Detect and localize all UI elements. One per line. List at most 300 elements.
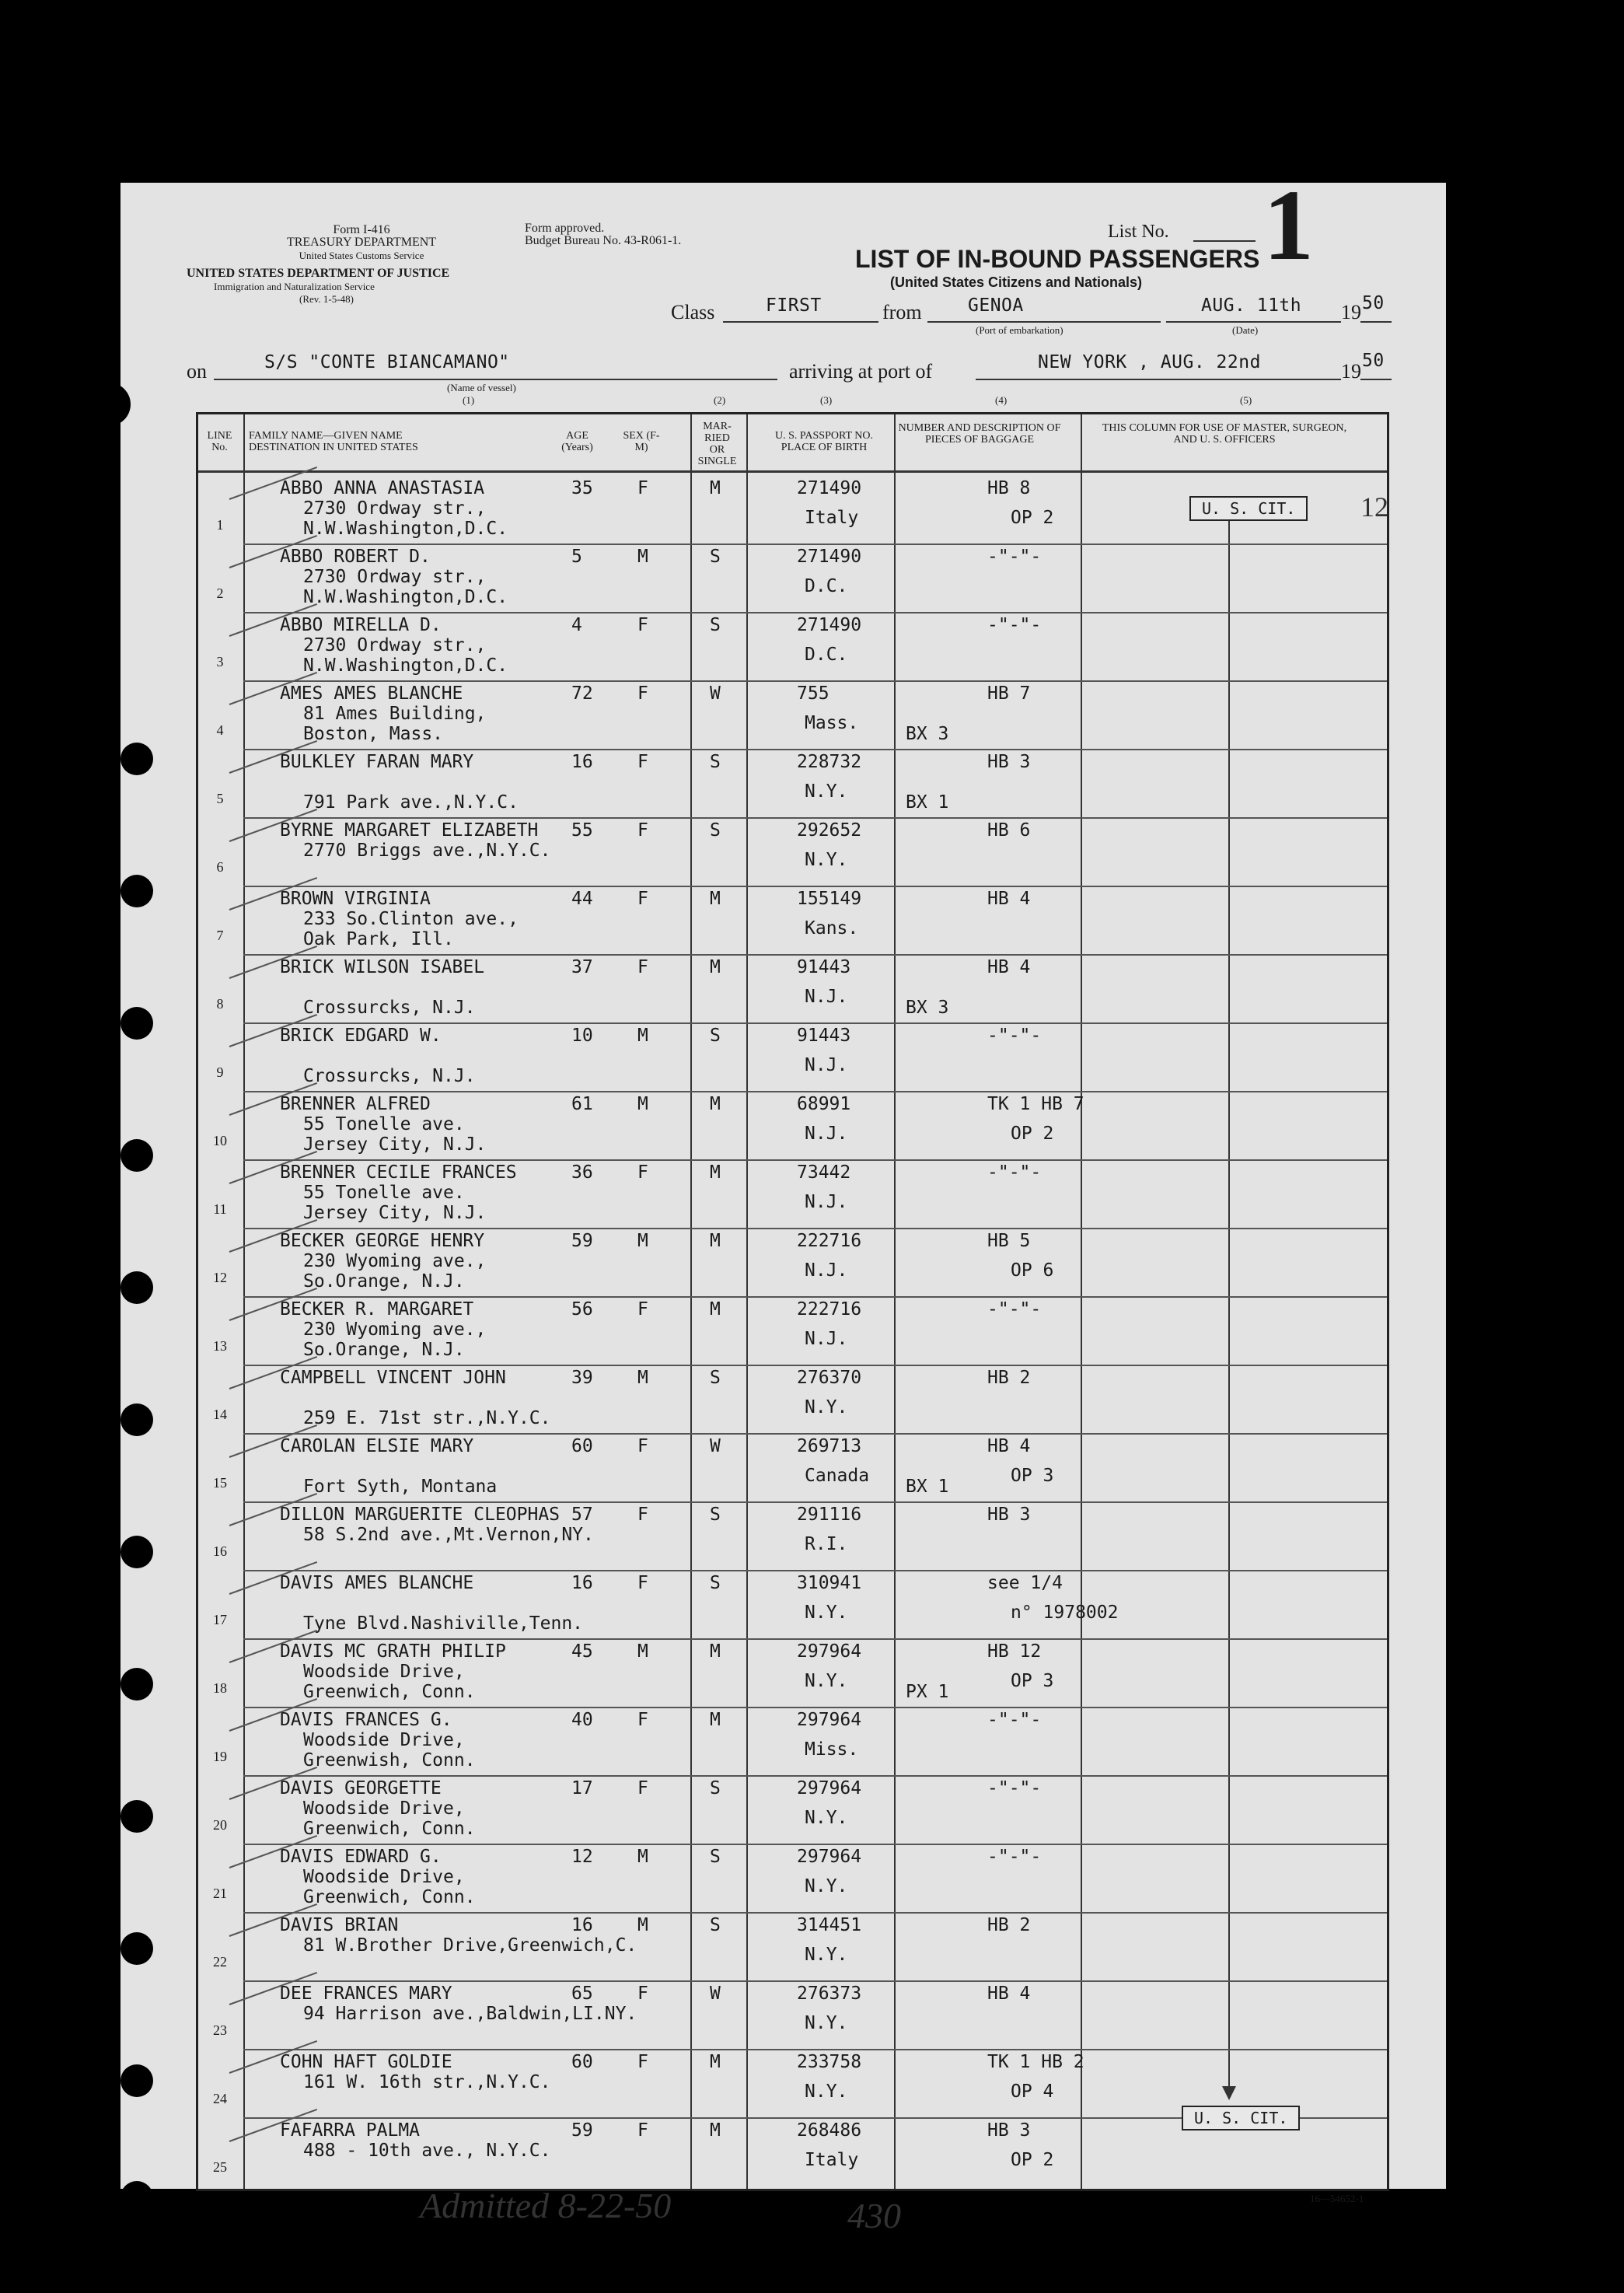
line-number: 14 bbox=[213, 1407, 227, 1422]
baggage-line-1: HB 5 bbox=[987, 1231, 1031, 1251]
passenger-name: BECKER R. MARGARET bbox=[280, 1299, 474, 1320]
baggage-line-1: HB 6 bbox=[987, 820, 1031, 841]
address-line-2: Crossurcks, N.J. bbox=[303, 998, 476, 1018]
marital-status: M bbox=[710, 2052, 721, 2072]
baggage-line-1: HB 4 bbox=[987, 957, 1031, 977]
marital-status: S bbox=[710, 752, 721, 772]
baggage-extra: BX 3 bbox=[906, 998, 949, 1018]
vessel-note: (Name of vessel) bbox=[447, 382, 516, 393]
baggage-line-2: OP 2 bbox=[1011, 508, 1054, 528]
sex: F bbox=[637, 1436, 648, 1456]
admission-signature: Admitted 8-22-50 bbox=[420, 2186, 672, 2225]
passport-number: 310941 bbox=[797, 1573, 862, 1593]
marital-status: M bbox=[710, 1641, 721, 1662]
address-line-2: Oak Park, Ill. bbox=[303, 929, 454, 949]
punch-hole bbox=[120, 2181, 153, 2214]
age: 59 bbox=[571, 2120, 593, 2141]
year2-prefix: 19 bbox=[1341, 360, 1361, 383]
punch-hole bbox=[120, 1932, 153, 1965]
table-row bbox=[198, 749, 1387, 817]
table-row bbox=[198, 1638, 1387, 1707]
address-line-1: 2730 Ordway str., bbox=[303, 567, 487, 587]
place-of-birth: Italy bbox=[805, 508, 859, 528]
address-line-1: 161 W. 16th str.,N.Y.C. bbox=[303, 2072, 551, 2092]
line-number: 15 bbox=[213, 1475, 227, 1491]
baggage-line-2: OP 3 bbox=[1011, 1671, 1054, 1691]
sex: F bbox=[637, 2120, 648, 2141]
line-number: 10 bbox=[213, 1133, 227, 1148]
place-of-birth: N.J. bbox=[805, 1124, 848, 1144]
passport-number: 276370 bbox=[797, 1368, 862, 1388]
passport-number: 755 bbox=[797, 683, 829, 704]
year-prefix: 19 bbox=[1341, 301, 1361, 323]
place-of-birth: D.C. bbox=[805, 576, 848, 596]
punch-hole bbox=[120, 1800, 153, 1833]
baggage-extra: BX 1 bbox=[906, 792, 949, 813]
age: 44 bbox=[571, 889, 593, 909]
age: 56 bbox=[571, 1299, 593, 1320]
sex: M bbox=[637, 1847, 648, 1867]
sex: M bbox=[637, 1094, 648, 1114]
baggage-line-1: HB 12 bbox=[987, 1641, 1042, 1662]
passenger-name: BYRNE MARGARET ELIZABETH bbox=[280, 820, 539, 841]
line-number: 5 bbox=[216, 791, 224, 806]
table-row bbox=[198, 1228, 1387, 1296]
arriving-label: arriving at port of bbox=[789, 360, 933, 383]
place-of-birth: N.J. bbox=[805, 1192, 848, 1212]
passenger-name: DAVIS EDWARD G. bbox=[280, 1847, 442, 1867]
address-line-1: 488 - 10th ave., N.Y.C. bbox=[303, 2141, 551, 2161]
address-line-1: 2730 Ordway str., bbox=[303, 498, 487, 519]
marital-status: S bbox=[710, 1847, 721, 1867]
line-number: 17 bbox=[213, 1612, 227, 1627]
age: 16 bbox=[571, 1573, 593, 1593]
passenger-table bbox=[196, 412, 1389, 2191]
sex: M bbox=[637, 1231, 648, 1251]
table-row bbox=[198, 680, 1387, 749]
baggage-line-1: HB 4 bbox=[987, 1436, 1031, 1456]
table-row bbox=[198, 1433, 1387, 1501]
col-num-4: (4) bbox=[995, 394, 1008, 406]
passenger-name: COHN HAFT GOLDIE bbox=[280, 2052, 452, 2072]
punch-hole bbox=[120, 1403, 153, 1436]
passenger-name: DEE FRANCES MARY bbox=[280, 1984, 452, 2004]
address-line-1: 230 Wyoming ave., bbox=[303, 1251, 487, 1271]
passenger-name: DAVIS AMES BLANCHE bbox=[280, 1573, 474, 1593]
passenger-name: AMES AMES BLANCHE bbox=[280, 683, 463, 704]
marital-status: M bbox=[710, 1299, 721, 1320]
address-line-2: Greenwich, Conn. bbox=[303, 1682, 476, 1702]
age: 17 bbox=[571, 1778, 593, 1798]
line-number: 1 bbox=[216, 517, 224, 533]
table-row bbox=[198, 954, 1387, 1022]
marital-status: W bbox=[710, 683, 721, 704]
table-row bbox=[198, 612, 1387, 680]
passenger-name: DAVIS BRIAN bbox=[280, 1915, 399, 1935]
marital-status: S bbox=[710, 1026, 721, 1046]
baggage-line-1: -"-"- bbox=[987, 615, 1042, 635]
passenger-name: BULKLEY FARAN MARY bbox=[280, 752, 474, 772]
address-line-2: Crossurcks, N.J. bbox=[303, 1066, 476, 1086]
baggage-line-1: -"-"- bbox=[987, 1162, 1042, 1183]
address-line-1: Woodside Drive, bbox=[303, 1867, 465, 1887]
marital-status: M bbox=[710, 1231, 721, 1251]
address-line-1: 2730 Ordway str., bbox=[303, 635, 487, 655]
baggage-line-2: OP 6 bbox=[1011, 1260, 1054, 1281]
passenger-name: CAMPBELL VINCENT JOHN bbox=[280, 1368, 506, 1388]
line-number: 8 bbox=[216, 996, 224, 1012]
baggage-line-1: HB 3 bbox=[987, 1505, 1031, 1525]
age: 10 bbox=[571, 1026, 593, 1046]
address-line-1: 55 Tonelle ave. bbox=[303, 1114, 465, 1134]
passport-number: 276373 bbox=[797, 1984, 862, 2004]
table-row bbox=[198, 1022, 1387, 1091]
age: 36 bbox=[571, 1162, 593, 1183]
place-of-birth: N.J. bbox=[805, 1329, 848, 1349]
punch-hole bbox=[120, 1139, 153, 1172]
sex: F bbox=[637, 820, 648, 841]
punch-hole bbox=[120, 1271, 153, 1304]
punch-hole bbox=[120, 2064, 153, 2097]
address-line-1: Woodside Drive, bbox=[303, 1730, 465, 1750]
marital-status: S bbox=[710, 1505, 721, 1525]
passenger-name: DAVIS MC GRATH PHILIP bbox=[280, 1641, 506, 1662]
address-line-2: 791 Park ave.,N.Y.C. bbox=[303, 792, 519, 813]
passport-number: 271490 bbox=[797, 547, 862, 567]
baggage-line-2: OP 4 bbox=[1011, 2082, 1054, 2102]
line-number: 6 bbox=[216, 859, 224, 875]
passport-number: 271490 bbox=[797, 615, 862, 635]
age: 65 bbox=[571, 1984, 593, 2004]
place-of-birth: N.Y. bbox=[805, 2082, 848, 2102]
baggage-line-1: -"-"- bbox=[987, 1299, 1042, 1320]
arrival-value: NEW YORK , AUG. 22nd bbox=[1038, 352, 1261, 372]
table-row bbox=[198, 1980, 1387, 2049]
sex: F bbox=[637, 889, 648, 909]
passport-number: 297964 bbox=[797, 1778, 862, 1798]
passenger-name: DAVIS GEORGETTE bbox=[280, 1778, 442, 1798]
line-number: 18 bbox=[213, 1680, 227, 1696]
table-row bbox=[198, 1159, 1387, 1228]
date-value: AUG. 11th bbox=[1201, 295, 1302, 316]
form-number: Form I-416 bbox=[333, 223, 390, 236]
address-line-1: 2770 Briggs ave.,N.Y.C. bbox=[303, 841, 551, 861]
from-value: GENOA bbox=[968, 295, 1024, 316]
place-of-birth: Kans. bbox=[805, 918, 859, 939]
line-number: 23 bbox=[213, 2022, 227, 2038]
page-title: LIST OF IN-BOUND PASSENGERS bbox=[855, 245, 1260, 273]
baggage-line-1: -"-"- bbox=[987, 1026, 1042, 1046]
marital-status: M bbox=[710, 1094, 721, 1114]
table-row bbox=[198, 1365, 1387, 1433]
marital-status: M bbox=[710, 1710, 721, 1730]
col-num-2: (2) bbox=[714, 394, 726, 406]
line-number: 4 bbox=[216, 722, 224, 738]
age: 60 bbox=[571, 1436, 593, 1456]
passenger-name: BRENNER ALFRED bbox=[280, 1094, 431, 1114]
age: 45 bbox=[571, 1641, 593, 1662]
address-line-2: Tyne Blvd.Nashiville,Tenn. bbox=[303, 1613, 584, 1634]
line-number: 25 bbox=[213, 2159, 227, 2175]
passport-number: 297964 bbox=[797, 1710, 862, 1730]
marital-status: W bbox=[710, 1984, 721, 2004]
sex: M bbox=[637, 1368, 648, 1388]
punch-hole bbox=[120, 1536, 153, 1568]
col-num-1: (1) bbox=[463, 394, 475, 406]
sex: F bbox=[637, 752, 648, 772]
from-label: from bbox=[882, 301, 922, 323]
place-of-birth: N.J. bbox=[805, 1260, 848, 1281]
age: 61 bbox=[571, 1094, 593, 1114]
passport-number: 233758 bbox=[797, 2052, 862, 2072]
age: 37 bbox=[571, 957, 593, 977]
address-line-1: 58 S.2nd ave.,Mt.Vernon,NY. bbox=[303, 1525, 594, 1545]
table-row bbox=[198, 1501, 1387, 1570]
sex: F bbox=[637, 1778, 648, 1798]
line-number: 20 bbox=[213, 1817, 227, 1833]
passport-number: 91443 bbox=[797, 957, 851, 977]
passport-number: 271490 bbox=[797, 478, 862, 498]
address-line-1: 230 Wyoming ave., bbox=[303, 1320, 487, 1340]
address-line-2: So.Orange, N.J. bbox=[303, 1340, 465, 1360]
baggage-line-1: TK 1 HB 7 bbox=[987, 1094, 1084, 1114]
age: 5 bbox=[571, 547, 582, 567]
passenger-name: DILLON MARGUERITE CLEOPHAS bbox=[280, 1505, 561, 1525]
sex: F bbox=[637, 615, 648, 635]
baggage-line-1: -"-"- bbox=[987, 1778, 1042, 1798]
passenger-name: FAFARRA PALMA bbox=[280, 2120, 421, 2141]
year2-value: 50 bbox=[1362, 351, 1385, 371]
sex: M bbox=[637, 1026, 648, 1046]
baggage-line-1: HB 4 bbox=[987, 889, 1031, 909]
list-no-label: List No. bbox=[1108, 222, 1169, 242]
address-line-2: N.W.Washington,D.C. bbox=[303, 655, 508, 676]
sex: F bbox=[637, 683, 648, 704]
address-line-2: Boston, Mass. bbox=[303, 724, 444, 744]
baggage-line-1: HB 4 bbox=[987, 1984, 1031, 2004]
age: 35 bbox=[571, 478, 593, 498]
passenger-name: DAVIS FRANCES G. bbox=[280, 1710, 452, 1730]
punch-hole bbox=[120, 875, 153, 907]
sex: F bbox=[637, 1573, 648, 1593]
treasury-label: TREASURY DEPARTMENT bbox=[286, 236, 437, 249]
baggage-line-1: HB 3 bbox=[987, 752, 1031, 772]
place-of-birth: N.Y. bbox=[805, 1876, 848, 1896]
us-cit-stamp-top: U. S. CIT. bbox=[1189, 496, 1308, 521]
age: 59 bbox=[571, 1231, 593, 1251]
address-line-2: N.W.Washington,D.C. bbox=[303, 587, 508, 607]
baggage-line-1: HB 3 bbox=[987, 2120, 1031, 2141]
passport-number: 297964 bbox=[797, 1847, 862, 1867]
vessel-value: S/S "CONTE BIANCAMANO" bbox=[264, 352, 510, 372]
passenger-name: ABBO MIRELLA D. bbox=[280, 615, 442, 635]
table-row bbox=[198, 1570, 1387, 1638]
address-line-2: Greenwich, Conn. bbox=[303, 1887, 476, 1907]
baggage-line-1: see 1/4 bbox=[987, 1573, 1063, 1593]
passport-number: 268486 bbox=[797, 2120, 862, 2141]
sex: F bbox=[637, 1299, 648, 1320]
sex: F bbox=[637, 957, 648, 977]
line-number: 19 bbox=[213, 1749, 227, 1764]
place-of-birth: Italy bbox=[805, 2150, 859, 2170]
passport-number: 91443 bbox=[797, 1026, 851, 1046]
marital-status: S bbox=[710, 820, 721, 841]
baggage-extra: PX 1 bbox=[906, 1682, 949, 1702]
customs-label: United States Customs Service bbox=[299, 250, 424, 261]
baggage-line-1: -"-"- bbox=[987, 1710, 1042, 1730]
baggage-line-1: HB 7 bbox=[987, 683, 1031, 704]
col-header-age: AGE (Years) bbox=[561, 430, 593, 453]
age: 57 bbox=[571, 1505, 593, 1525]
place-of-birth: N.Y. bbox=[805, 2013, 848, 2033]
passenger-name: BROWN VIRGINIA bbox=[280, 889, 431, 909]
place-of-birth: N.J. bbox=[805, 987, 848, 1007]
table-row bbox=[198, 1296, 1387, 1365]
col-header-officers: THIS COLUMN FOR USE OF MASTER, SURGEON, AND U. S. OFFICERS bbox=[1102, 422, 1347, 446]
passenger-name: CAROLAN ELSIE MARY bbox=[280, 1436, 474, 1456]
passport-number: 228732 bbox=[797, 752, 862, 772]
line-number: 16 bbox=[213, 1543, 227, 1559]
place-of-birth: N.Y. bbox=[805, 1603, 848, 1623]
passenger-name: BRICK EDGARD W. bbox=[280, 1026, 442, 1046]
baggage-extra: BX 3 bbox=[906, 724, 949, 744]
table-row bbox=[198, 817, 1387, 886]
marital-status: M bbox=[710, 889, 721, 909]
address-line-2: 259 E. 71st str.,N.Y.C. bbox=[303, 1408, 551, 1428]
sex: M bbox=[637, 1915, 648, 1935]
baggage-line-1: -"-"- bbox=[987, 1847, 1042, 1867]
passenger-name: BECKER GEORGE HENRY bbox=[280, 1231, 485, 1251]
place-of-birth: D.C. bbox=[805, 645, 848, 665]
address-line-2: Jersey City, N.J. bbox=[303, 1203, 487, 1223]
age: 55 bbox=[571, 820, 593, 841]
baggage-line-1: TK 1 HB 2 bbox=[987, 2052, 1084, 2072]
line-number: 21 bbox=[213, 1886, 227, 1901]
marital-status: S bbox=[710, 1368, 721, 1388]
passport-number: 314451 bbox=[797, 1915, 862, 1935]
address-line-1: Woodside Drive, bbox=[303, 1662, 465, 1682]
sex: F bbox=[637, 1710, 648, 1730]
date-note: (Date) bbox=[1232, 324, 1259, 336]
marital-status: M bbox=[710, 478, 721, 498]
punch-hole bbox=[120, 1007, 153, 1040]
address-line-2: So.Orange, N.J. bbox=[303, 1271, 465, 1292]
address-line-1: 94 Harrison ave.,Baldwin,LI.NY. bbox=[303, 2004, 637, 2024]
sex: F bbox=[637, 1984, 648, 2004]
marital-status: S bbox=[710, 1778, 721, 1798]
passport-number: 222716 bbox=[797, 1231, 862, 1251]
passport-number: 73442 bbox=[797, 1162, 851, 1183]
form-code: 16—54652-1 bbox=[1310, 2193, 1364, 2204]
line-number: 11 bbox=[213, 1201, 227, 1217]
line-number: 9 bbox=[216, 1064, 224, 1080]
baggage-extra: BX 1 bbox=[906, 1477, 949, 1497]
justice-label: UNITED STATES DEPARTMENT OF JUSTICE bbox=[187, 267, 450, 280]
table-row bbox=[198, 886, 1387, 954]
line-number: 24 bbox=[213, 2091, 227, 2106]
col-num-5: (5) bbox=[1240, 394, 1252, 406]
marital-status: S bbox=[710, 547, 721, 567]
place-of-birth: R.I. bbox=[805, 1534, 848, 1554]
marital-status: M bbox=[710, 2120, 721, 2141]
age: 12 bbox=[571, 1847, 593, 1867]
line-number: 3 bbox=[216, 654, 224, 669]
margin-number: 12 bbox=[1360, 491, 1388, 523]
embark-note: (Port of embarkation) bbox=[976, 324, 1063, 336]
col-header-sex: SEX (F-M) bbox=[623, 430, 660, 453]
passport-number: 68991 bbox=[797, 1094, 851, 1114]
passport-number: 269713 bbox=[797, 1436, 862, 1456]
age: 40 bbox=[571, 1710, 593, 1730]
baggage-line-1: HB 8 bbox=[987, 478, 1031, 498]
marital-status: S bbox=[710, 1573, 721, 1593]
marital-status: W bbox=[710, 1436, 721, 1456]
col-header-name: FAMILY NAME—GIVEN NAME DESTINATION IN UNITED STATES bbox=[249, 430, 418, 453]
passport-number: 297964 bbox=[797, 1641, 862, 1662]
place-of-birth: Mass. bbox=[805, 713, 859, 733]
sex: F bbox=[637, 478, 648, 498]
line-number: 7 bbox=[216, 928, 224, 943]
baggage-line-1: HB 2 bbox=[987, 1915, 1031, 1935]
class-value: FIRST bbox=[766, 295, 822, 316]
passenger-name: BRICK WILSON ISABEL bbox=[280, 957, 485, 977]
age: 16 bbox=[571, 752, 593, 772]
age: 4 bbox=[571, 615, 582, 635]
class-label: Class bbox=[671, 301, 715, 323]
table-row bbox=[198, 1091, 1387, 1159]
passport-number: 291116 bbox=[797, 1505, 862, 1525]
address-line-1: Woodside Drive, bbox=[303, 1798, 465, 1819]
baggage-line-2: OP 2 bbox=[1011, 1124, 1054, 1144]
address-line-1: 81 W.Brother Drive,Greenwich,C. bbox=[303, 1935, 637, 1956]
age: 72 bbox=[571, 683, 593, 704]
passenger-count: 430 bbox=[847, 2196, 901, 2235]
line-number: 12 bbox=[213, 1270, 227, 1285]
marital-status: M bbox=[710, 957, 721, 977]
budget-label: Budget Bureau No. 43-R061-1. bbox=[525, 234, 682, 247]
sex: M bbox=[637, 547, 648, 567]
address-line-2: Greenwish, Conn. bbox=[303, 1750, 476, 1770]
approved-label: Form approved. bbox=[525, 222, 605, 235]
punch-hole bbox=[120, 743, 153, 775]
col-header-married: MAR-RIED OR SINGLE bbox=[697, 421, 737, 467]
passenger-name: BRENNER CECILE FRANCES bbox=[280, 1162, 517, 1183]
revision-label: (Rev. 1-5-48) bbox=[299, 293, 354, 305]
col-header-passport: U. S. PASSPORT NO. PLACE OF BIRTH bbox=[775, 430, 873, 453]
year-value: 50 bbox=[1362, 293, 1385, 313]
place-of-birth: N.Y. bbox=[805, 1671, 848, 1691]
sex: F bbox=[637, 1505, 648, 1525]
marital-status: S bbox=[710, 1915, 721, 1935]
place-of-birth: N.Y. bbox=[805, 1808, 848, 1828]
passport-number: 222716 bbox=[797, 1299, 862, 1320]
col-header-line: LINE No. bbox=[207, 430, 232, 453]
passenger-name: ABBO ROBERT D. bbox=[280, 547, 431, 567]
address-line-2: Greenwich, Conn. bbox=[303, 1819, 476, 1839]
address-line-1: 81 Ames Building, bbox=[303, 704, 487, 724]
place-of-birth: Canada bbox=[805, 1466, 870, 1486]
passport-number: 155149 bbox=[797, 889, 862, 909]
place-of-birth: N.Y. bbox=[805, 781, 848, 802]
manifest-page bbox=[120, 170, 1446, 2235]
baggage-line-2: OP 2 bbox=[1011, 2150, 1054, 2170]
baggage-line-1: -"-"- bbox=[987, 547, 1042, 567]
sex: F bbox=[637, 1162, 648, 1183]
baggage-line-2: OP 3 bbox=[1011, 1466, 1054, 1486]
age: 39 bbox=[571, 1368, 593, 1388]
age: 60 bbox=[571, 2052, 593, 2072]
passenger-name: ABBO ANNA ANASTASIA bbox=[280, 478, 485, 498]
